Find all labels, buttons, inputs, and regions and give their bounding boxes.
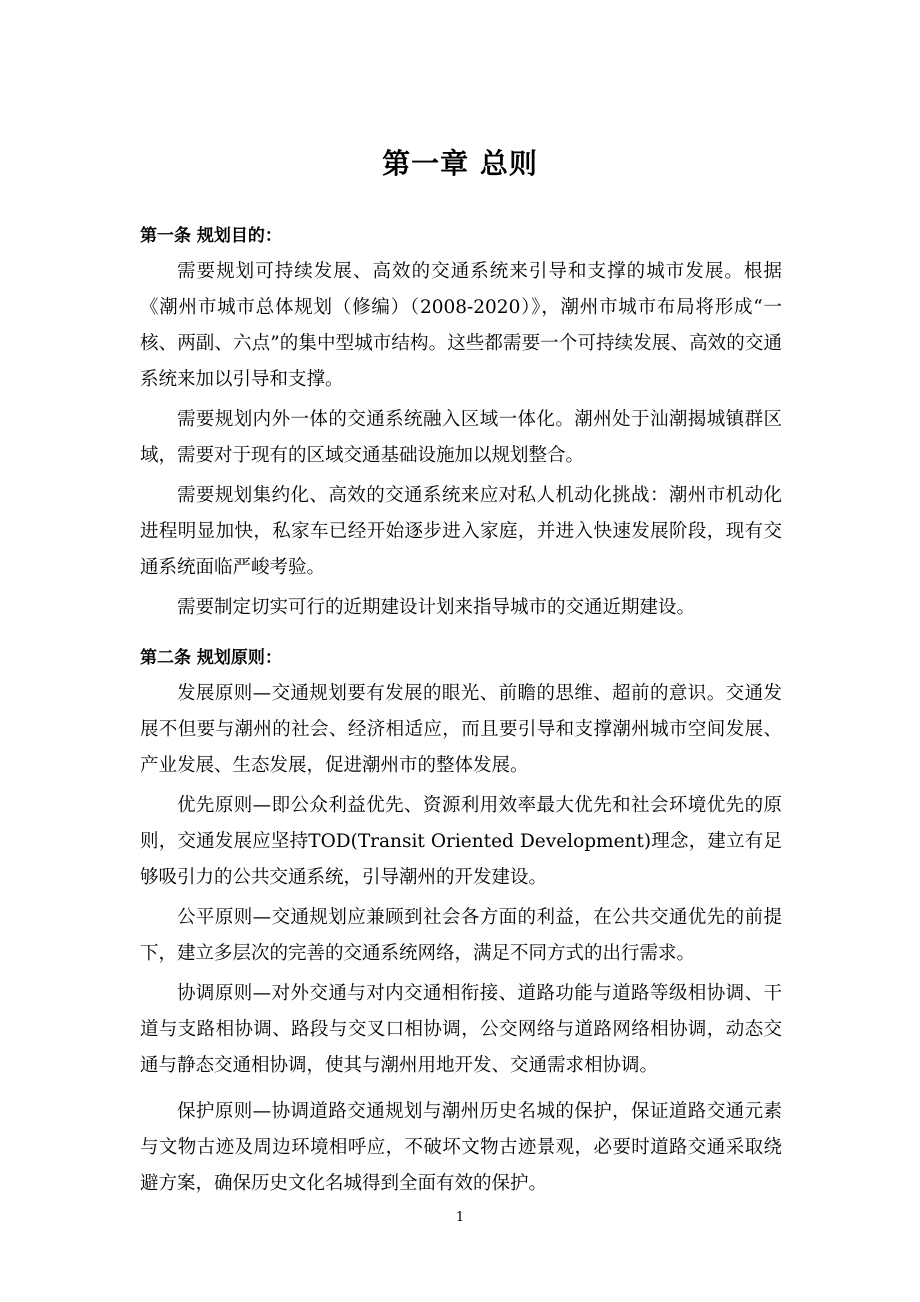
paragraph: 优先原则—即公众利益优先、资源利用效率最大优先和社会环境优先的原则，交通发展应坚持TOD(Transit Oriented Development)理念，建立有足够吸引力的公共交通系统，引导潮州的开发建设。: [140, 795, 782, 888]
paragraph: 需要规划可持续发展、高效的交通系统来引导和支撑的城市发展。根据《潮州市城市总体规划（修编）（2008-2020）》，潮州市城市布局将形成“一核、两副、六点”的集中型城市结构。这些都需要一个可持续发展、高效的交通系统来加以引导和支撑。: [140, 261, 782, 390]
article-heading: 第一条 规划目的：: [140, 226, 282, 246]
article-heading: 第二条 规划原则：: [140, 648, 282, 668]
paragraph: 需要规划集约化、高效的交通系统来应对私人机动化挑战：潮州市机动化进程明显加快，私家车已经开始逐步进入家庭，并进入快速发展阶段，现有交通系统面临严峻考验。: [140, 485, 782, 578]
paragraph: 发展原则—交通规划要有发展的眼光、前瞻的思维、超前的意识。交通发展不但要与潮州的社会、经济相适应，而且要引导和支撑潮州城市空间发展、产业发展、生态发展，促进潮州市的整体发展。: [140, 683, 782, 776]
article-1: [140, 218, 782, 626]
article-2: [140, 640, 782, 1202]
document-body: [140, 218, 782, 1206]
chapter-title: 第一章 总则: [382, 147, 538, 180]
paragraph: 保护原则—协调道路交通规划与潮州历史名城的保护，保证道路交通元素与文物古迹及周边环境相呼应，不破坏文物古迹景观，必要时道路交通采取绕避方案，确保历史文化名城得到全面有效的保护。: [140, 1101, 782, 1194]
paragraph: 需要规划内外一体的交通系统融入区域一体化。潮州处于汕潮揭城镇群区域，需要对于现有的区域交通基础设施加以规划整合。: [140, 409, 782, 466]
paragraph: 需要制定切实可行的近期建设计划来指导城市的交通近期建设。: [177, 597, 696, 618]
paragraph: 公平原则—交通规划应兼顾到社会各方面的利益，在公共交通优先的前提下，建立多层次的完善的交通系统网络，满足不同方式的出行需求。: [140, 907, 782, 964]
paragraph: 协调原则—对外交通与对内交通相衔接、道路功能与道路等级相协调、干道与支路相协调、路段与交叉口相协调，公交网络与道路网络相协调，动态交通与静态交通相协调，使其与潮州用地开发、交通需求相协调。: [140, 983, 782, 1076]
page-number: 1: [455, 1210, 465, 1225]
